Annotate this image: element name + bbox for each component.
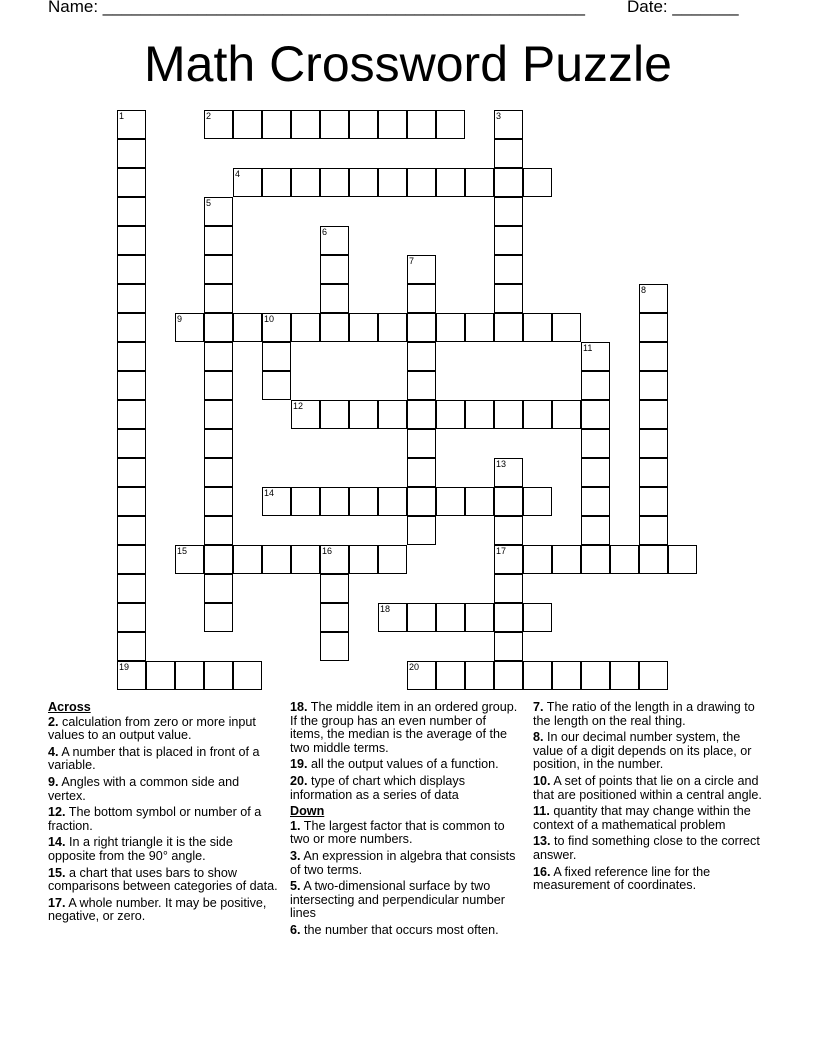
grid-cell[interactable]: [378, 400, 407, 429]
grid-cell[interactable]: [523, 661, 552, 690]
grid-cell[interactable]: [262, 110, 291, 139]
grid-cell[interactable]: [639, 284, 668, 313]
grid-cell[interactable]: [349, 487, 378, 516]
grid-cell[interactable]: [494, 545, 523, 574]
clue-number: 20: [409, 662, 420, 672]
grid-cell[interactable]: [233, 661, 262, 690]
clue-across-14: 14. In a right triangle it is the side opposite from the 90° angle.: [48, 835, 233, 863]
grid-cell[interactable]: [581, 342, 610, 371]
grid-cell[interactable]: [117, 603, 146, 632]
clue-down-8: 8. In our decimal number system, the value of a digit depends on its place, or position, in the number.: [533, 730, 752, 772]
grid-cell[interactable]: [204, 313, 233, 342]
grid-cell[interactable]: [494, 458, 523, 487]
grid-cell[interactable]: [175, 313, 204, 342]
grid-cell[interactable]: [117, 197, 146, 226]
grid-cell[interactable]: [465, 603, 494, 632]
grid-cell[interactable]: [465, 487, 494, 516]
grid-cell[interactable]: [407, 603, 436, 632]
grid-cell[interactable]: [146, 661, 175, 690]
grid-cell[interactable]: [262, 342, 291, 371]
grid-cell[interactable]: [494, 487, 523, 516]
grid-cell[interactable]: [610, 661, 639, 690]
down-heading: Down: [290, 804, 325, 819]
clue-down-16: 16. A fixed reference line for the measurement of coordinates.: [533, 864, 711, 893]
grid-cell[interactable]: [320, 603, 349, 632]
grid-cell[interactable]: [204, 400, 233, 429]
grid-cell[interactable]: [262, 545, 291, 574]
clue-down-3: 3. An expression in algebra that consists of two terms.: [290, 848, 516, 877]
grid-cell[interactable]: [320, 226, 349, 255]
grid-cell[interactable]: [436, 168, 465, 197]
grid-cell[interactable]: [436, 110, 465, 139]
grid-cell[interactable]: [494, 284, 523, 313]
grid-cell[interactable]: [291, 400, 320, 429]
grid-cell[interactable]: [639, 429, 668, 458]
grid-cell[interactable]: [262, 313, 291, 342]
grid-cell[interactable]: [320, 400, 349, 429]
clue-number: 10: [264, 314, 275, 324]
grid-cell[interactable]: [204, 226, 233, 255]
grid-cell[interactable]: [407, 458, 436, 487]
grid-cell[interactable]: [494, 226, 523, 255]
grid-cell[interactable]: [407, 255, 436, 284]
grid-cell[interactable]: [639, 313, 668, 342]
grid-cell[interactable]: [407, 110, 436, 139]
grid-cell[interactable]: [204, 255, 233, 284]
grid-cell[interactable]: [204, 603, 233, 632]
clue-number: 3: [496, 111, 502, 121]
grid-cell[interactable]: [494, 110, 523, 139]
grid-cell[interactable]: [291, 487, 320, 516]
grid-cell[interactable]: [117, 139, 146, 168]
grid-cell[interactable]: [407, 487, 436, 516]
grid-cell[interactable]: [523, 487, 552, 516]
grid-cell[interactable]: [349, 313, 378, 342]
grid-cell[interactable]: [668, 545, 697, 574]
grid-cell[interactable]: [320, 168, 349, 197]
clue-column-2: [290, 701, 522, 941]
clue-down-10: 10. A set of points that lie on a circle and that are positioned within a central angle.: [533, 773, 762, 802]
grid-cell[interactable]: [117, 226, 146, 255]
clue-across-15: 15. a chart that uses bars to show comparisons between categories of data.: [48, 865, 278, 894]
clue-across-18: 18. The middle item in an ordered group. If the group has an even number of items, the median is the average of the two middle terms.: [290, 700, 518, 755]
grid-cell[interactable]: [494, 400, 523, 429]
clue-number: 12: [293, 401, 304, 411]
clue-across-9: 9. Angles with a common side and vertex.: [48, 774, 240, 803]
grid-cell[interactable]: [291, 313, 320, 342]
clue-number: 7: [409, 256, 415, 266]
grid-cell[interactable]: [349, 400, 378, 429]
grid-cell[interactable]: [523, 168, 552, 197]
grid-cell[interactable]: [523, 545, 552, 574]
grid-cell[interactable]: [581, 429, 610, 458]
grid-cell[interactable]: [639, 516, 668, 545]
grid-cell[interactable]: [233, 545, 262, 574]
grid-cell[interactable]: [320, 574, 349, 603]
grid-cell[interactable]: [465, 661, 494, 690]
across-heading: Across: [48, 700, 91, 714]
clue-number: 9: [177, 314, 183, 324]
clue-number: 6: [322, 227, 328, 237]
grid-cell[interactable]: [117, 632, 146, 661]
clue-across-12: 12. The bottom symbol or number of a fraction.: [48, 805, 262, 833]
clue-down-11: 11. quantity that may change within the context of a mathematical problem: [533, 804, 751, 832]
grid-cell[interactable]: [639, 400, 668, 429]
grid-cell[interactable]: [378, 168, 407, 197]
grid-cell[interactable]: [494, 516, 523, 545]
grid-cell[interactable]: [117, 545, 146, 574]
grid-cell[interactable]: [233, 110, 262, 139]
clue-number: 5: [206, 198, 212, 208]
grid-cell[interactable]: [581, 516, 610, 545]
grid-cell[interactable]: [204, 429, 233, 458]
grid-cell[interactable]: [349, 110, 378, 139]
grid-cell[interactable]: [117, 400, 146, 429]
date-field[interactable]: Date: _______: [627, 0, 739, 16]
grid-cell[interactable]: [320, 284, 349, 313]
grid-cell[interactable]: [436, 400, 465, 429]
grid-cell[interactable]: [378, 603, 407, 632]
grid-cell[interactable]: [494, 139, 523, 168]
grid-cell[interactable]: [407, 661, 436, 690]
page-title: Math Crossword Puzzle: [144, 36, 672, 92]
grid-cell[interactable]: [407, 371, 436, 400]
grid-cell[interactable]: [117, 110, 146, 139]
grid-cell[interactable]: [407, 284, 436, 313]
grid-cell[interactable]: [204, 574, 233, 603]
grid-cell[interactable]: [117, 516, 146, 545]
clue-number: 18: [380, 604, 391, 614]
clue-down-7: 7. The ratio of the length in a drawing to the length on the real thing.: [533, 700, 755, 728]
clue-column-3: [533, 701, 765, 896]
grid-cell[interactable]: [494, 255, 523, 284]
clue-number: 15: [177, 546, 188, 556]
grid-cell[interactable]: [465, 313, 494, 342]
grid-cell[interactable]: [320, 313, 349, 342]
grid-cell[interactable]: [291, 110, 320, 139]
grid-cell[interactable]: [349, 168, 378, 197]
grid-cell[interactable]: [523, 603, 552, 632]
grid-cell[interactable]: [465, 168, 494, 197]
grid-cell[interactable]: [204, 110, 233, 139]
grid-cell[interactable]: [639, 458, 668, 487]
clue-number: 11: [583, 343, 593, 353]
grid-cell[interactable]: [262, 371, 291, 400]
grid-cell[interactable]: [639, 545, 668, 574]
grid-cell[interactable]: [581, 458, 610, 487]
grid-cell[interactable]: [436, 603, 465, 632]
grid-cell[interactable]: [117, 168, 146, 197]
grid-cell[interactable]: [407, 516, 436, 545]
grid-cell[interactable]: [407, 400, 436, 429]
clue-number: 19: [119, 662, 130, 672]
grid-cell[interactable]: [378, 313, 407, 342]
grid-cell[interactable]: [581, 371, 610, 400]
grid-cell[interactable]: [204, 197, 233, 226]
grid-cell[interactable]: [117, 313, 146, 342]
grid-cell[interactable]: [349, 545, 378, 574]
grid-cell[interactable]: [378, 545, 407, 574]
grid-cell[interactable]: [639, 661, 668, 690]
grid-cell[interactable]: [117, 342, 146, 371]
grid-cell[interactable]: [117, 255, 146, 284]
grid-cell[interactable]: [320, 255, 349, 284]
grid-cell[interactable]: [436, 661, 465, 690]
grid-cell[interactable]: [291, 168, 320, 197]
grid-cell[interactable]: [204, 516, 233, 545]
crossword-grid: [117, 110, 707, 700]
grid-cell[interactable]: [494, 603, 523, 632]
grid-cell[interactable]: [639, 371, 668, 400]
clue-down-5: 5. A two-dimensional surface by two intersecting and perpendicular number lines: [290, 879, 505, 921]
grid-cell[interactable]: [204, 371, 233, 400]
grid-cell[interactable]: [291, 545, 320, 574]
clue-across-20: 20. type of chart which displays information as a series of data: [290, 773, 466, 802]
grid-cell[interactable]: [610, 545, 639, 574]
clue-number: 13: [496, 459, 507, 469]
grid-cell[interactable]: [204, 661, 233, 690]
clue-number: 14: [264, 488, 275, 498]
clue-down-6: 6. the number that occurs most often.: [290, 922, 499, 937]
clue-number: 2: [206, 111, 212, 121]
clue-column-1: [48, 701, 280, 927]
clue-across-19: 19. all the output values of a function.: [290, 757, 499, 772]
grid-cell[interactable]: [581, 487, 610, 516]
grid-cell[interactable]: [320, 545, 349, 574]
clue-number: 8: [641, 285, 647, 295]
grid-cell[interactable]: [204, 458, 233, 487]
grid-cell[interactable]: [117, 458, 146, 487]
clue-down-1: 1. The largest factor that is common to two or more numbers.: [290, 818, 505, 847]
clue-number: 16: [322, 546, 333, 556]
grid-cell[interactable]: [552, 545, 581, 574]
grid-cell[interactable]: [581, 545, 610, 574]
grid-cell[interactable]: [581, 661, 610, 690]
grid-cell[interactable]: [407, 342, 436, 371]
grid-cell[interactable]: [639, 342, 668, 371]
name-field[interactable]: Name: ___________________________________________________: [48, 0, 585, 16]
grid-cell[interactable]: [465, 400, 494, 429]
grid-cell[interactable]: [494, 168, 523, 197]
grid-cell[interactable]: [204, 487, 233, 516]
grid-cell[interactable]: [494, 661, 523, 690]
grid-cell[interactable]: [204, 545, 233, 574]
grid-cell[interactable]: [320, 632, 349, 661]
grid-cell[interactable]: [262, 168, 291, 197]
grid-cell[interactable]: [494, 632, 523, 661]
grid-cell[interactable]: [407, 168, 436, 197]
grid-cell[interactable]: [639, 487, 668, 516]
grid-cell[interactable]: [552, 661, 581, 690]
grid-cell[interactable]: [523, 400, 552, 429]
grid-cell[interactable]: [233, 313, 262, 342]
grid-cell[interactable]: [204, 284, 233, 313]
grid-cell[interactable]: [436, 313, 465, 342]
grid-cell[interactable]: [117, 429, 146, 458]
grid-cell[interactable]: [523, 313, 552, 342]
clue-number: 4: [235, 169, 241, 179]
grid-cell[interactable]: [117, 487, 146, 516]
grid-cell[interactable]: [320, 487, 349, 516]
clue-across-17: 17. A whole number. It may be positive, negative, or zero.: [48, 895, 267, 924]
grid-cell[interactable]: [320, 110, 349, 139]
grid-cell[interactable]: [552, 313, 581, 342]
grid-cell[interactable]: [262, 487, 291, 516]
grid-cell[interactable]: [175, 545, 204, 574]
grid-cell[interactable]: [117, 284, 146, 313]
clue-down-13: 13. to find something close to the correct answer.: [533, 834, 760, 862]
grid-cell[interactable]: [494, 313, 523, 342]
clue-across-2: 2. calculation from zero or more input values to an output value.: [48, 714, 256, 743]
grid-cell[interactable]: [117, 371, 146, 400]
grid-cell[interactable]: [117, 661, 146, 690]
grid-cell[interactable]: [378, 487, 407, 516]
clue-number: 17: [496, 546, 507, 556]
grid-cell[interactable]: [117, 574, 146, 603]
grid-cell[interactable]: [436, 487, 465, 516]
grid-cell[interactable]: [494, 197, 523, 226]
clue-number: 1: [119, 111, 125, 121]
grid-cell[interactable]: [494, 574, 523, 603]
grid-cell[interactable]: [407, 313, 436, 342]
grid-cell[interactable]: [407, 429, 436, 458]
grid-cell[interactable]: [378, 110, 407, 139]
grid-cell[interactable]: [204, 342, 233, 371]
grid-cell[interactable]: [552, 400, 581, 429]
header-line: [0, 0, 816, 19]
grid-cell[interactable]: [581, 400, 610, 429]
grid-cell[interactable]: [175, 661, 204, 690]
grid-cell[interactable]: [233, 168, 262, 197]
clue-across-4: 4. A number that is placed in front of a variable.: [48, 744, 260, 773]
